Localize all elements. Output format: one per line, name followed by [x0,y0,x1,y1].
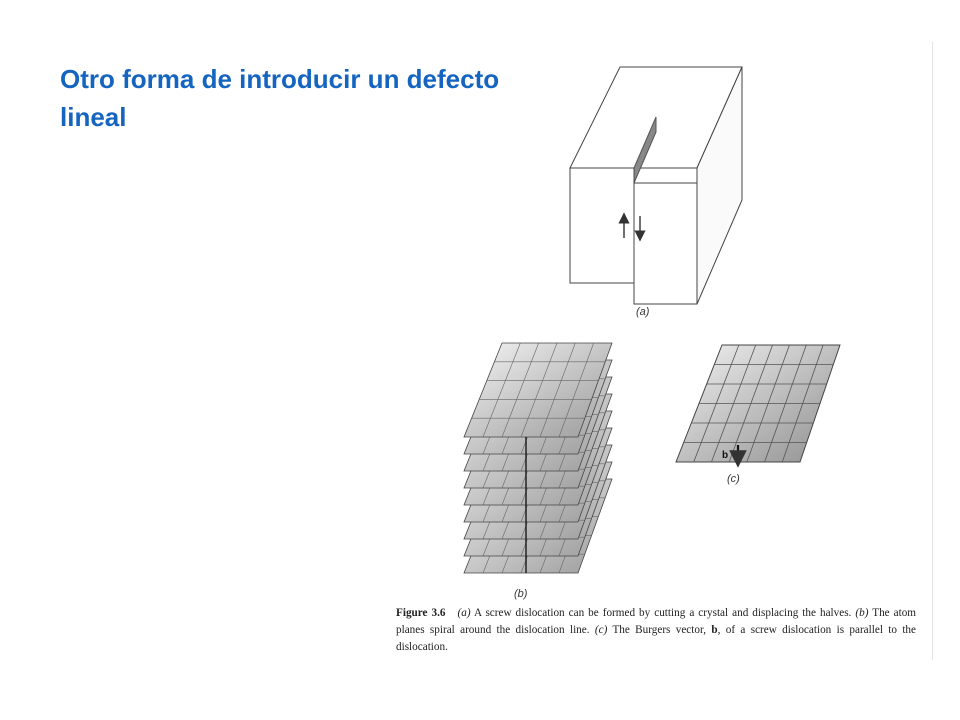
figure-panel [380,42,933,660]
panel-b-spiral-planes [464,343,612,573]
block-front-right [634,183,697,304]
caption-text-b: The atom planes spiral around the dislocation line. [396,607,917,636]
burgers-vector-label: b [722,450,729,461]
caption-label-a: (a) [457,607,471,619]
caption-label-c: (c) [594,624,608,636]
slide-title: Otro forma de introducir un defecto lineal [60,64,500,132]
caption-text-c-post: , of a screw dislocation is parallel to the dislocation. [396,624,916,653]
caption-figure-number: Figure 3.6 [396,607,446,619]
figure-caption [396,605,916,656]
screw-dislocation-figure [380,42,932,602]
caption-text-a: A screw dislocation can be formed by cutting a crystal and displacing the halves. [473,607,852,619]
panel-a-crystal-block [570,67,742,304]
caption-text-c-bold: b [711,624,718,636]
caption-text-c-pre: The Burgers vector, [612,624,707,636]
caption-label-b: (b) [855,607,869,619]
panel-a-label: (a) [636,306,650,318]
panel-c-label: (c) [727,473,740,485]
panel-c-burgers-plane [676,345,840,485]
panel-b-label: (b) [514,588,528,600]
